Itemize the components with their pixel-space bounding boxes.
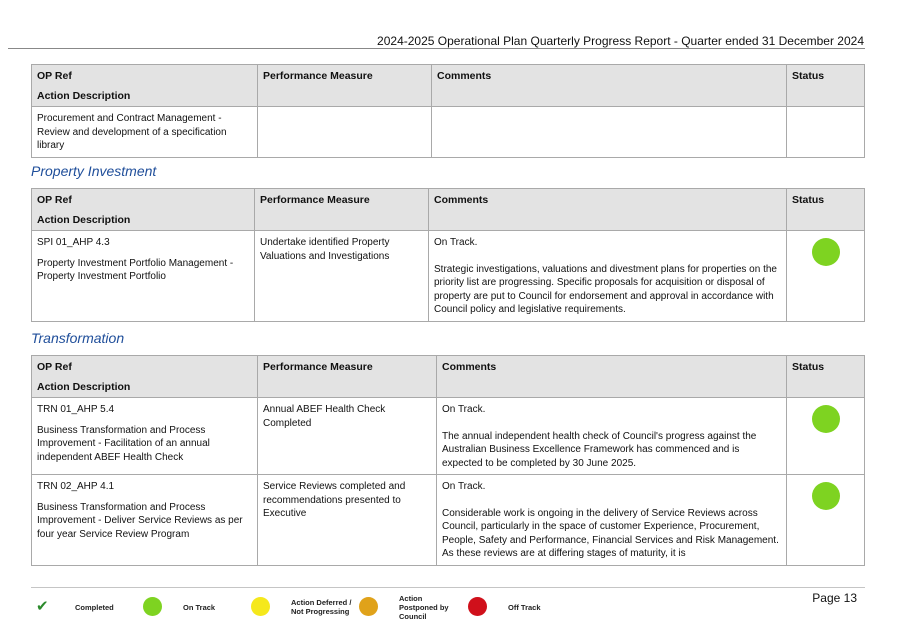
status-on-track-icon (812, 238, 840, 266)
legend-off-track-label: Off Track (508, 603, 541, 612)
legend-on-track-icon (143, 597, 162, 616)
legend-postponed-line1: Action (399, 594, 423, 603)
col-action-description-label: Action Description (37, 214, 131, 226)
performance-measure-cell: Annual ABEF Health Check Completed (258, 398, 437, 475)
col-comments: Comments (429, 189, 787, 231)
legend-completed-label: Completed (75, 603, 114, 612)
comments-cell (429, 231, 787, 322)
completed-check-icon: ✔ (36, 598, 49, 615)
status-cell (787, 475, 865, 566)
section-title-transformation: Transformation (31, 330, 125, 346)
table-row (32, 231, 865, 322)
legend-postponed-icon (359, 597, 378, 616)
status-cell (787, 231, 865, 322)
col-op-ref-label: OP Ref (37, 70, 72, 82)
col-action-description-label: Action Description (37, 381, 131, 393)
legend-deferred-icon (251, 597, 270, 616)
comment-detail: The annual independent health check of Council's progress against the Australian Business Excellence Framework has commenced and is expected to be completed by 30 June 2025. (442, 430, 757, 469)
table-header-row (32, 356, 865, 398)
comments-cell (437, 398, 787, 475)
status-cell (787, 107, 865, 158)
op-ref-value: TRN 02_AHP 4.1 (37, 481, 115, 492)
col-action-description-label: Action Description (37, 90, 131, 102)
action-description-cell: Procurement and Contract Management - Review and development of a specification library (32, 107, 258, 158)
col-op-ref-label: OP Ref (37, 361, 72, 373)
table-transformation (31, 355, 865, 566)
legend-postponed-label (399, 594, 449, 621)
page-number: Page 13 (812, 591, 857, 605)
performance-measure-cell (258, 107, 432, 158)
table-row (32, 475, 865, 566)
col-performance-measure: Performance Measure (255, 189, 429, 231)
legend-postponed-line2: Postponed by (399, 603, 449, 612)
table-procurement (31, 64, 865, 158)
col-op-ref (32, 189, 255, 231)
action-description-value: Business Transformation and Process Improvement - Deliver Service Reviews as per four year Service Review Program (37, 501, 243, 540)
status-cell (787, 398, 865, 475)
col-performance-measure: Performance Measure (258, 65, 432, 107)
op-ref-value: SPI 01_AHP 4.3 (37, 237, 110, 248)
table-row (32, 107, 865, 158)
legend-off-track-icon (468, 597, 487, 616)
table-header-row (32, 65, 865, 107)
header-divider (8, 48, 865, 49)
performance-measure-cell: Service Reviews completed and recommendations presented to Executive (258, 475, 437, 566)
performance-measure-cell: Undertake identified Property Valuations and Investigations (255, 231, 429, 322)
status-on-track-icon (812, 405, 840, 433)
comments-cell (432, 107, 787, 158)
col-op-ref (32, 356, 258, 398)
col-op-ref-label: OP Ref (37, 194, 72, 206)
table-row (32, 398, 865, 475)
section-title-property-investment: Property Investment (31, 163, 157, 179)
comment-detail: Considerable work is ongoing in the delivery of Service Reviews across Council, particularly in the space of customer Experience, Procurement, People, Safety and Performance, Financial Services and Risk Management. As these reviews are at differing stages of maturity, it is (442, 507, 779, 559)
action-description-value: Property Investment Portfolio Management - Property Investment Portfolio (37, 257, 234, 282)
legend-postponed-line3: Council (399, 612, 427, 621)
table-header-row (32, 189, 865, 231)
action-cell (32, 231, 255, 322)
col-status: Status (787, 65, 865, 107)
footer-divider (31, 587, 865, 588)
comment-detail: Strategic investigations, valuations and divestment plans for properties on the priority list are progressing. Specific proposals for acquisition or disposal of property are put to Council for endorsement and approval in accordance with Council policy and legislative requirements. (434, 263, 777, 315)
col-op-ref (32, 65, 258, 107)
col-status: Status (787, 189, 865, 231)
op-ref-value: TRN 01_AHP 5.4 (37, 404, 115, 415)
report-header-title: 2024-2025 Operational Plan Quarterly Progress Report - Quarter ended 31 December 2024 (377, 34, 864, 48)
comment-status: On Track. (442, 481, 486, 492)
comments-cell (437, 475, 787, 566)
comment-status: On Track. (442, 404, 486, 415)
col-performance-measure: Performance Measure (258, 356, 437, 398)
action-description-value: Business Transformation and Process Improvement - Facilitation of an annual independent ABEF Health Check (37, 424, 210, 463)
legend-deferred-label (291, 598, 351, 616)
legend-deferred-line1: Action Deferred / (291, 598, 352, 607)
col-comments: Comments (437, 356, 787, 398)
status-on-track-icon (812, 482, 840, 510)
col-status: Status (787, 356, 865, 398)
legend-deferred-line2: Not Progressing (291, 607, 350, 616)
legend-on-track-label: On Track (183, 603, 216, 612)
comment-status: On Track. (434, 237, 478, 248)
action-cell (32, 475, 258, 566)
col-comments: Comments (432, 65, 787, 107)
action-cell (32, 398, 258, 475)
table-property-investment (31, 188, 865, 322)
